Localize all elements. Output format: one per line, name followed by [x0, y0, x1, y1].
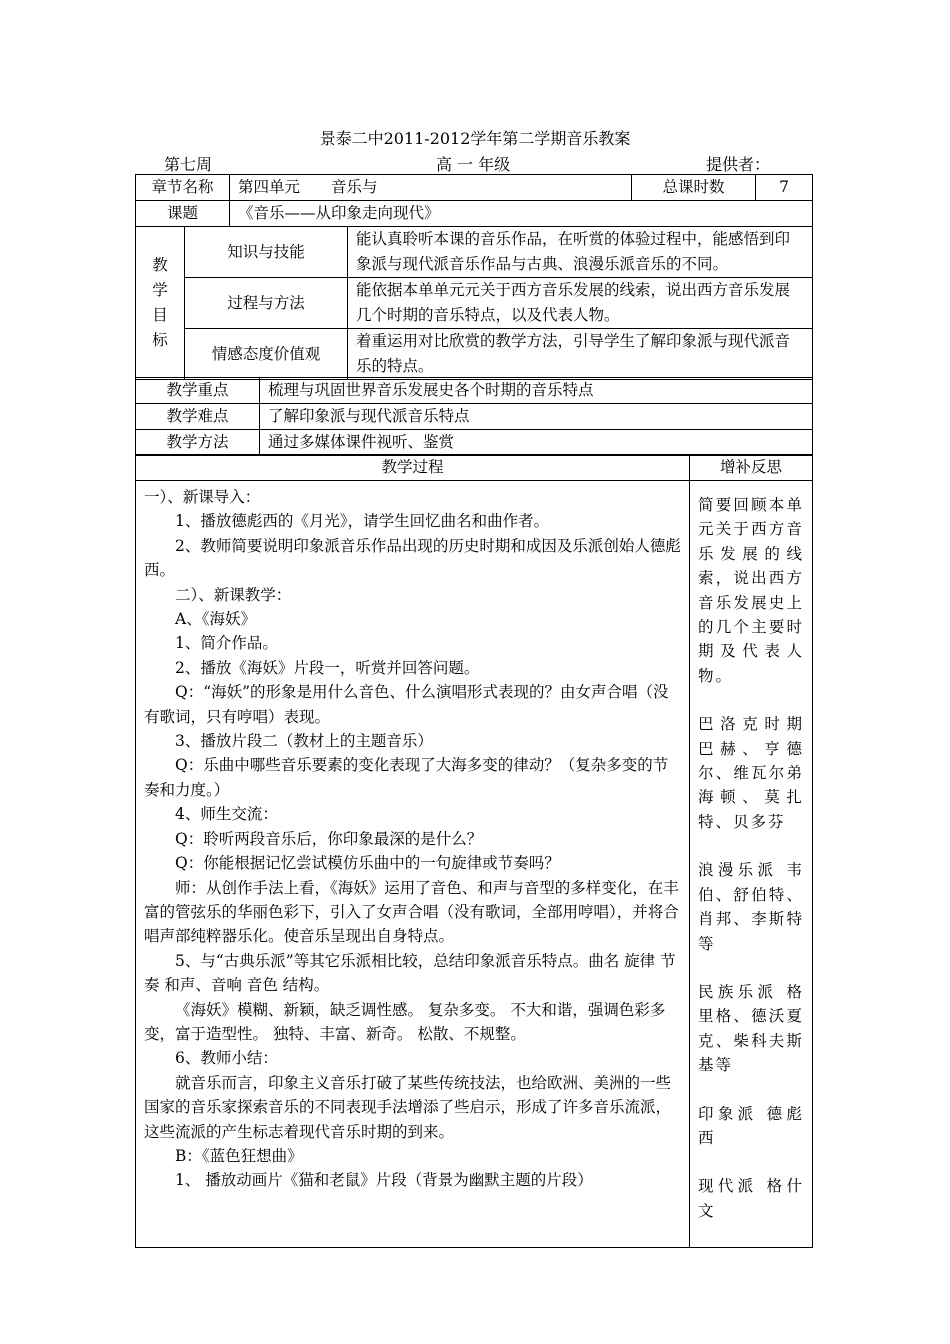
process-table [135, 454, 813, 1248]
week-label: 第七周 [164, 155, 213, 174]
goal-text: 能认真聆听本课的音乐作品，在听赏的体验过程中，能感悟到印象派与现代派音乐作品与古典、浪漫乐派音乐的不同。 [348, 227, 813, 278]
process-line: B：《蓝色狂想曲》 [175, 1146, 303, 1165]
total-hours-value: 7 [756, 175, 813, 201]
process-line: Q：聆听两段音乐后，你印象最深的是什么？ [175, 829, 483, 848]
goal-text: 着重运用对比欣赏的教学方法，引导学生了解印象派与现代派音乐的特点。 [348, 329, 813, 380]
process-line: 1、简介作品。 [175, 634, 278, 653]
grade-label: 高 一 年级 [436, 155, 511, 174]
meta-row [136, 152, 812, 174]
reflection-header: 增补反思 [690, 455, 813, 481]
goals-char: 学 [152, 281, 168, 299]
provider-label: 提供者： [706, 155, 771, 174]
info-table [135, 174, 813, 380]
total-hours-label: 总课时数 [632, 175, 756, 201]
process-line: 二）、新课教学： [175, 585, 292, 604]
goal-name: 情感态度价值观 [185, 329, 348, 380]
chapter-label: 章节名称 [136, 175, 230, 201]
process-line: Q：“海妖”的形象是用什么音色、什么演唱形式表现的？由女声合唱（没有歌词，只有哼唱）表现。 [144, 683, 669, 726]
key-points-table [135, 377, 813, 456]
process-header: 教学过程 [136, 455, 690, 481]
goal-name: 知识与技能 [185, 227, 348, 278]
goals-char: 目 [152, 306, 168, 324]
key-text: 了解印象派与现代派音乐特点 [260, 404, 813, 430]
chapter-value: 第四单元 音乐与 [230, 175, 632, 201]
key-label: 教学方法 [136, 430, 260, 456]
process-line: 1、 播放动画片《猫和老鼠》片段（背景为幽默主题的片段） [175, 1171, 593, 1190]
key-label: 教学重点 [136, 378, 260, 404]
process-line: 1、播放德彪西的《月光》，请学生回忆曲名和曲作者。 [175, 512, 550, 531]
process-line: 4、师生交流： [175, 805, 278, 824]
process-line: 5、与“古典乐派”等其它乐派相比较，总结印象派音乐特点。曲名 旋律 节奏 和声、音响 音色 结构。 [144, 951, 676, 995]
reflection-note: 现代派 格什文 [698, 1177, 804, 1220]
reflection-note: 印象派 德彪西 [698, 1104, 804, 1147]
process-content [136, 481, 690, 1248]
goals-char: 标 [152, 331, 168, 349]
reflection-note: 简要回顾本单元关于西方音乐发展的线索，说出西方音乐发展史上的几个主要时期及代表人物。 [698, 496, 804, 685]
key-label: 教学难点 [136, 404, 260, 430]
process-line: Q：乐曲中哪些音乐要素的变化表现了大海多变的律动？（复杂多变的节奏和力度。） [144, 756, 669, 799]
process-line: 师：从创作手法上看，《海妖》运用了音色、和声与音型的多样变化，在丰富的管弦乐的华丽色彩下，引入了女声合唱（没有歌词，全部用哼唱），并将合唱声部纯粹器乐化。使音乐呈现出自身特点。 [144, 878, 679, 946]
goal-name: 过程与方法 [185, 278, 348, 329]
goals-char: 教 [152, 256, 168, 274]
key-text: 梳理与巩固世界音乐发展史各个时期的音乐特点 [260, 378, 813, 404]
process-line: 就音乐而言，印象主义音乐打破了某些传统技法，也给欧洲、美洲的一些国家的音乐家探索音乐的不同表现手法增添了些启示，形成了许多音乐流派，这些流派的产生标志着现代音乐时期的到来。 [144, 1073, 672, 1141]
reflection-note: 巴洛克时期 巴赫、亨德尔、维瓦尔弟 海顿、莫扎特、贝多芬 [698, 715, 804, 831]
process-line: 3、播放片段二（教材上的主题音乐） [175, 732, 433, 751]
page-title: 景泰二中2011-2012学年第二学期音乐教案 [319, 129, 631, 148]
goal-text: 能依据本单单元元关于西方音乐发展的线索，说出西方音乐发展几个时期的音乐特点，以及代表人物。 [348, 278, 813, 329]
process-line: Q：你能根据记忆尝试模仿乐曲中的一句旋律或节奏吗？ [175, 854, 560, 873]
process-line: 一）、新课导入： [144, 488, 261, 506]
goals-label [136, 227, 185, 380]
reflection-note: 民族乐派 格里格、德沃夏克、柴科夫斯基等 [698, 982, 804, 1075]
reflection-content [690, 481, 813, 1248]
topic-value: 《音乐——从印象走向现代》 [230, 201, 813, 227]
process-line: 2、播放《海妖》片段一，听赏并回答问题。 [175, 658, 480, 677]
process-line: 《海妖》模糊、新颖，缺乏调性感。 复杂多变。 不大和谐，强调色彩多变，富于造型性。 独特、丰富、新奇。 松散、不规整。 [144, 1000, 666, 1043]
process-line: A、《海妖》 [175, 610, 256, 629]
key-text: 通过多媒体课件视听、鉴赏 [260, 430, 813, 456]
process-line: 2、教师简要说明印象派音乐作品出现的历史时期和成因及乐派创始人德彪西。 [144, 536, 681, 580]
reflection-note: 浪漫乐派 韦伯、舒伯特、肖邦、李斯特等 [698, 861, 804, 953]
topic-label: 课题 [136, 201, 230, 227]
process-line: 6、教师小结： [175, 1049, 278, 1068]
